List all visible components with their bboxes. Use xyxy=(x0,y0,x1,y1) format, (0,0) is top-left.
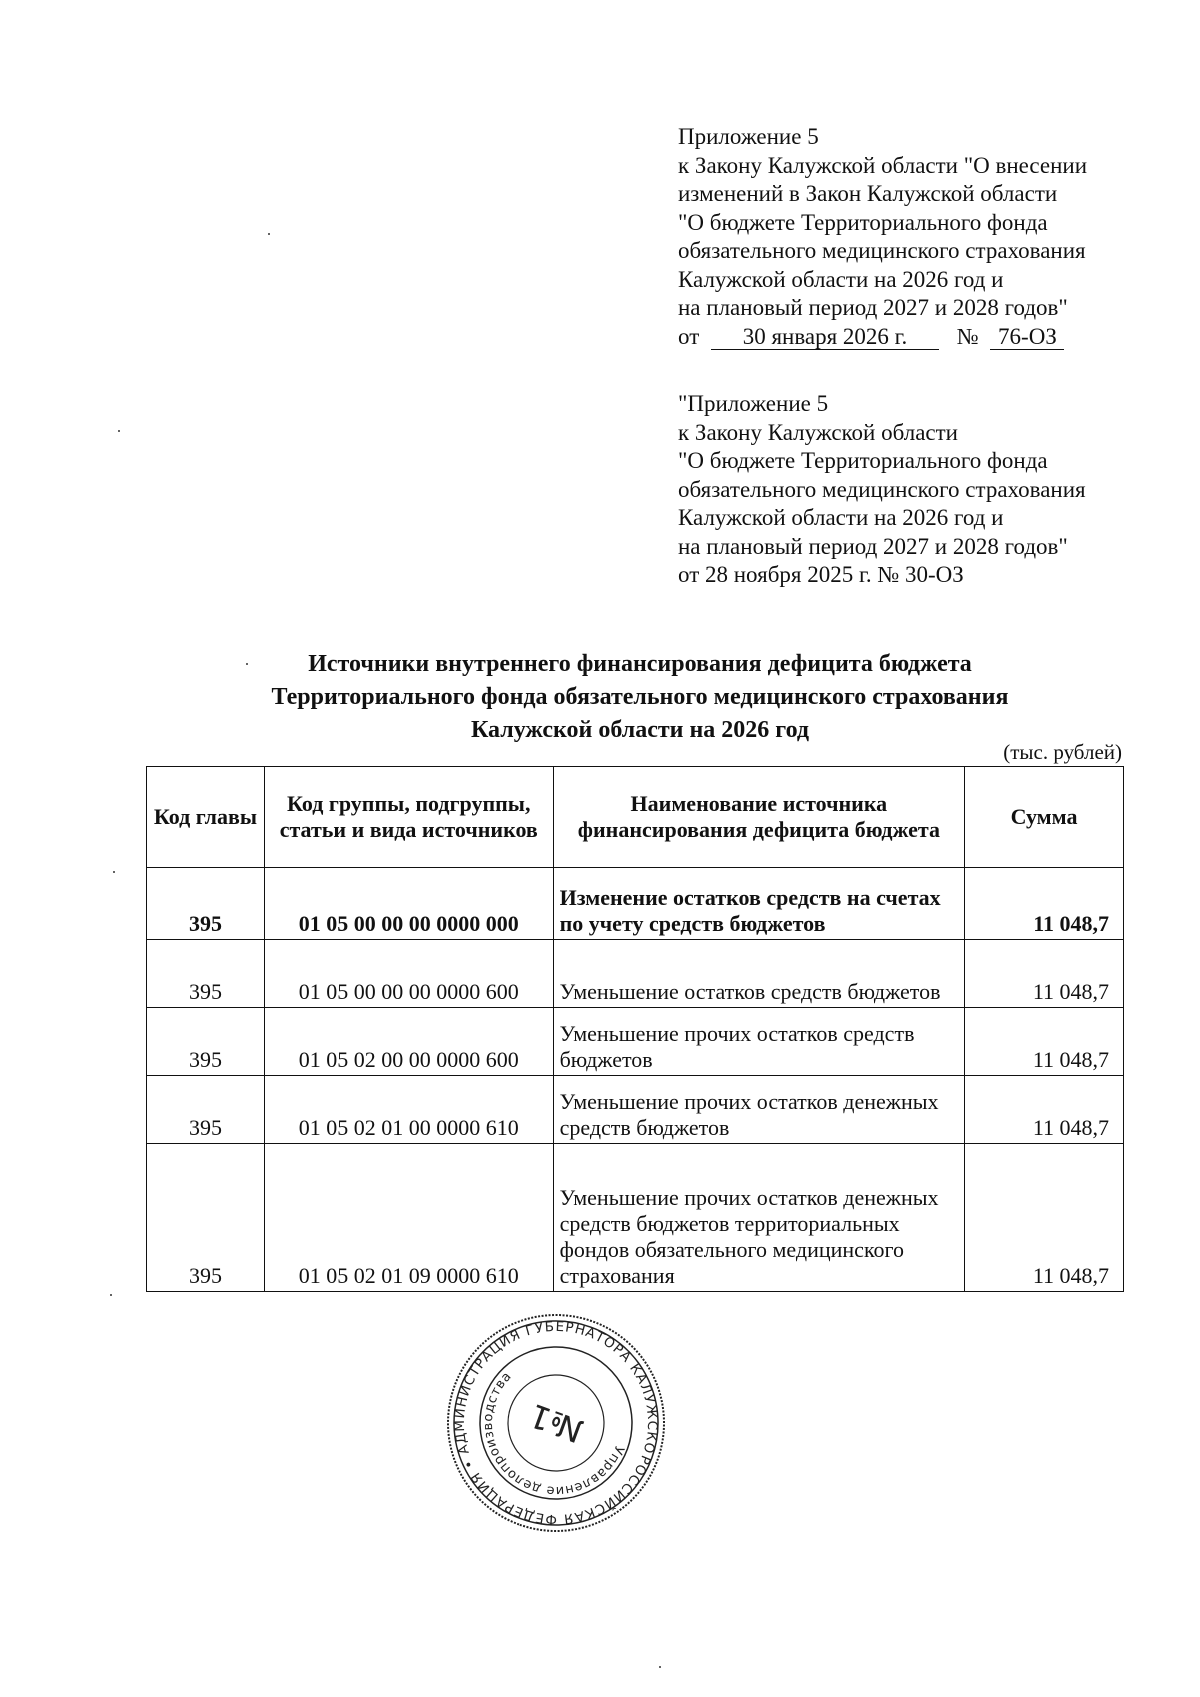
name-cell: Уменьшение прочих остатков средств бюджетов xyxy=(553,1008,965,1076)
seal-inner-text: Управление делопроизводства xyxy=(480,1368,627,1499)
scan-speck xyxy=(246,663,248,665)
annex-current-line: Калужской области на 2026 год и xyxy=(678,266,1004,292)
number-label: № xyxy=(956,323,979,349)
sum-cell: 11 048,7 xyxy=(965,1144,1124,1292)
header-source-name: Наименование источника финансирования дефицита бюджета xyxy=(553,767,965,868)
table-row xyxy=(147,1144,1124,1292)
table-row xyxy=(147,868,1124,940)
title-line: Источники внутреннего финансирования дефицита бюджета xyxy=(308,651,972,677)
sum-cell: 11 048,7 xyxy=(965,1076,1124,1144)
table-header-row xyxy=(147,767,1124,868)
header-sum: Сумма xyxy=(965,767,1124,868)
annex-previous-line: Калужской области на 2026 год и xyxy=(678,505,1004,530)
table-row xyxy=(147,940,1124,1008)
number-field: 76-ОЗ xyxy=(990,325,1064,350)
chapter-cell: 395 xyxy=(147,868,265,940)
code-cell: 01 05 02 00 00 0000 600 xyxy=(264,1008,553,1076)
annex-previous-line: обязательного медицинского страхования xyxy=(678,476,1086,502)
scan-speck xyxy=(110,1294,112,1296)
title-line: Калужской области на 2026 год xyxy=(470,717,810,743)
annex-previous-line: от 28 ноября 2025 г. № 30-ОЗ xyxy=(678,562,964,587)
official-seal xyxy=(441,1308,671,1538)
seal-center-number: №1 xyxy=(524,1395,588,1451)
scan-speck xyxy=(113,871,115,873)
table-row xyxy=(147,1008,1124,1076)
annex-current-line: изменений в Закон Калужской области xyxy=(678,181,1058,206)
annex-current-line: Приложение 5 xyxy=(678,124,819,149)
date-field: 30 января 2026 г. xyxy=(711,325,939,350)
scan-speck xyxy=(268,233,270,235)
annex-current xyxy=(678,123,1087,351)
code-cell: 01 05 00 00 00 0000 000 xyxy=(264,868,553,940)
annex-previous-line: "О бюджете Территориального фонда xyxy=(678,448,1048,473)
code-cell: 01 05 02 01 00 0000 610 xyxy=(264,1076,553,1144)
chapter-cell: 395 xyxy=(147,1076,265,1144)
annex-previous-line: к Закону Калужской области xyxy=(678,419,958,445)
name-cell: Изменение остатков средств на счетах по учету средств бюджетов xyxy=(553,868,965,940)
seal-outer-text: РОССИЙСКАЯ ФЕДЕРАЦИЯ • АДМИНИСТРАЦИЯ ГУБЕРНАТОРА КАЛУЖСКОЙ xyxy=(451,1318,661,1528)
sum-cell: 11 048,7 xyxy=(965,868,1124,940)
annex-current-date-line xyxy=(678,323,1087,352)
name-cell: Уменьшение прочих остатков денежных средств бюджетов территориальных фондов обязательного медицинского страхования xyxy=(553,1144,965,1292)
document-title xyxy=(150,648,1130,747)
annex-current-line: к Закону Калужской области "О внесении xyxy=(678,152,1088,178)
annex-current-line: обязательного медицинского страхования xyxy=(678,238,1086,263)
code-cell: 01 05 02 01 09 0000 610 xyxy=(264,1144,553,1292)
annex-previous-line: "Приложение 5 xyxy=(678,391,829,416)
annex-current-line: "О бюджете Территориального фонда xyxy=(678,209,1048,235)
code-cell: 01 05 00 00 00 0000 600 xyxy=(264,940,553,1008)
scan-speck xyxy=(118,430,120,432)
header-group-code: Код группы, подгруппы, статьи и вида источников xyxy=(264,767,553,868)
name-cell: Уменьшение прочих остатков денежных средств бюджетов xyxy=(553,1076,965,1144)
annex-previous-line: на плановый период 2027 и 2028 годов" xyxy=(678,533,1068,559)
scan-speck xyxy=(659,1666,661,1668)
title-line: Территориального фонда обязательного медицинского страхования xyxy=(271,684,1009,710)
chapter-cell: 395 xyxy=(147,1008,265,1076)
table-row xyxy=(147,1076,1124,1144)
chapter-cell: 395 xyxy=(147,1144,265,1292)
units-label: (тыс. рублей) xyxy=(1003,740,1122,764)
annex-previous xyxy=(678,390,1086,590)
sources-table xyxy=(146,766,1124,1292)
sum-cell: 11 048,7 xyxy=(965,940,1124,1008)
header-chapter-code: Код главы xyxy=(147,767,265,868)
name-cell: Уменьшение остатков средств бюджетов xyxy=(553,940,965,1008)
annex-current-line: на плановый период 2027 и 2028 годов" xyxy=(678,295,1068,320)
sum-cell: 11 048,7 xyxy=(965,1008,1124,1076)
chapter-cell: 395 xyxy=(147,940,265,1008)
from-label: от xyxy=(678,323,700,349)
